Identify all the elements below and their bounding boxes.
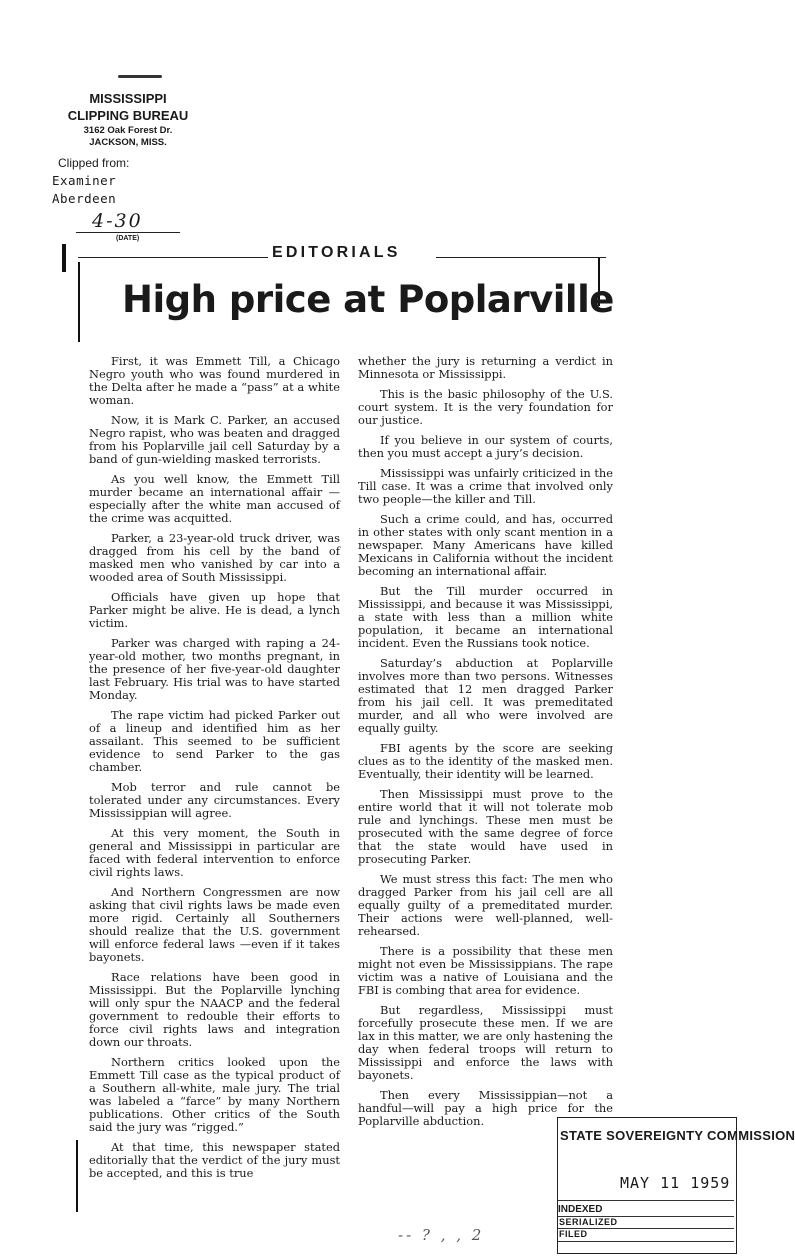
stamp-indexed: INDEXED (558, 1204, 603, 1215)
commission-stamp (557, 1117, 795, 1254)
source-publication (52, 172, 116, 208)
article-paragraph: FBI agents by the score are seeking clues as to the identity of the masked men. Eventually, their identity will be learned. (358, 741, 613, 781)
source-line1: Examiner (52, 173, 117, 188)
article-paragraph: Saturday’s abduction at Poplarville involves more than two persons. Witnesses estimated that 12 men dragged Parker from his jail cell. It was premeditated murder, and all who were involved are equally guilty. (358, 656, 613, 735)
article-paragraph: We must stress this fact: The men who dragged Parker from his jail cell are all equally guilty of a premeditated murder. Their actions were well-planned, well-rehearsed. (358, 872, 613, 938)
article-paragraph: At that time, this newspaper stated editorially that the verdict of the jury must be accepted, and this is true (89, 1140, 340, 1180)
article-paragraph: Then Mississippi must prove to the entire world that it will not tolerate mob rule and lynchings. These men must be prosecuted with the same degree of force that the state would have used in prosecuting Parker. (358, 787, 613, 866)
editorials-rule-left (78, 257, 268, 258)
article-paragraph: If you believe in our system of courts, then you must accept a jury’s decision. (358, 433, 613, 460)
article-paragraph: Race relations have been good in Mississippi. But the Poplarville lynching will only spur the NAACP and the federal government to redouble their efforts to force civil rights laws and integration down our throats. (89, 970, 340, 1049)
article-paragraph: Such a crime could, and has, occurred in other states with only scant mention in a newspaper. Many Americans have killed Mexicans in California without the incident becoming an international affair. (358, 512, 613, 578)
article-paragraph: First, it was Emmett Till, a Chicago Negro youth who was found murdered in the Delta after he made a “pass” at a white woman. (89, 354, 340, 407)
article-paragraph: At this very moment, the South in general and Mississippi in particular are faced with federal intervention to enforce civil rights laws. (89, 826, 340, 879)
bureau-name-line2: CLIPPING BUREAU (67, 108, 189, 123)
bureau-name-line1: MISSISSIPPI (89, 91, 167, 106)
clip-mark-left (62, 244, 66, 272)
stamp-serialized: SERIALIZED (559, 1217, 618, 1227)
article-paragraph: Then every Mississippian—not a handful—will pay a high price for the Poplarville abduction. (358, 1088, 613, 1128)
top-mark (118, 75, 162, 78)
article-paragraph: Officials have given up hope that Parker might be alive. He is dead, a lynch victim. (89, 590, 340, 630)
section-label: EDITORIALS (272, 244, 401, 261)
article-paragraph: Parker was charged with raping a 24-year-old mother, two months pregnant, in the presence of her five-year-old daughter last February. His trial was to have started Monday. (89, 636, 340, 702)
article-column-1 (89, 355, 340, 1187)
headline: High price at Poplarville (122, 278, 614, 321)
article-column-2 (358, 355, 613, 1135)
bureau-address: 3162 Oak Forest Dr. (83, 125, 173, 136)
article-paragraph: Mob terror and rule cannot be tolerated under any circumstances. Every Mississippian will agree. (89, 780, 340, 820)
article-paragraph: And Northern Congressmen are now asking that civil rights laws be made even more rigid. Certainly all Southerners should realize that the U.S. government will enforce federal laws —even if it takes bayonets. (89, 885, 340, 964)
stamp-filed: FILED (559, 1229, 588, 1239)
article-paragraph: Northern critics looked upon the Emmett Till case as the typical product of a Southern all-white, male jury. The trial was labeled a “farce” by many Northern publications. Other critics of the South said the jury was “rigged.” (89, 1055, 340, 1134)
article-paragraph: Parker, a 23-year-old truck driver, was dragged from his cell by the band of masked men who vanished by car into a wooded area of South Mississippi. (89, 531, 340, 584)
stamp-date: MAY 11 1959 (620, 1174, 731, 1192)
editorials-rule-right (436, 257, 606, 258)
article-paragraph: There is a possibility that these men might not even be Mississippians. The rape victim was a native of Louisiana and the FBI is combing that area for evidence. (358, 944, 613, 997)
handwritten-scribble: -- ? , , 2 (398, 1226, 485, 1244)
stamp-title: STATE SOVEREIGNTY COMMISSION (560, 1128, 795, 1143)
date-underline (76, 232, 180, 233)
article-paragraph: As you well know, the Emmett Till murder became an international affair —especially after the white man accused of the crime was acquitted. (89, 472, 340, 525)
article-paragraph: But regardless, Mississippi must forcefully prosecute these men. If we are lax in this matter, we are only hastening the day when federal troops will return to Mississippi and enforce the laws with bayonets. (358, 1003, 613, 1082)
bureau-city: JACKSON, MISS. (89, 137, 167, 148)
stamp-divider (558, 1241, 734, 1242)
date-label: (DATE) (116, 235, 140, 242)
source-line2: Aberdeen (52, 191, 117, 206)
margin-mark (76, 1140, 78, 1212)
article-paragraph: This is the basic philosophy of the U.S. court system. It is the very foundation for our justice. (358, 387, 613, 427)
clipped-from-label: Clipped from: (58, 156, 130, 170)
handwritten-date: 4-30 (92, 210, 143, 232)
article-paragraph: The rape victim had picked Parker out of a lineup and identified him as her assailant. This seemed to be sufficient evidence to send Parker to the gas chamber. (89, 708, 340, 774)
stamp-divider (558, 1200, 734, 1201)
article-paragraph: Now, it is Mark C. Parker, an accused Negro rapist, who was beaten and dragged from his Poplarville jail cell Saturday by a band of gun-wielding masked terrorists. (89, 413, 340, 466)
article-paragraph: whether the jury is returning a verdict in Minnesota or Mississippi. (358, 354, 613, 381)
article-paragraph: But the Till murder occurred in Mississippi, and because it was Mississippi, a state with less than a million white population, it became an international incident. Even the Russians took notice. (358, 584, 613, 650)
article-paragraph: Mississippi was unfairly criticized in the Till case. It was a crime that involved only two people—the killer and Till. (358, 466, 613, 506)
clip-mark-left-bar (78, 262, 80, 342)
clipping-bureau-header (58, 90, 198, 149)
